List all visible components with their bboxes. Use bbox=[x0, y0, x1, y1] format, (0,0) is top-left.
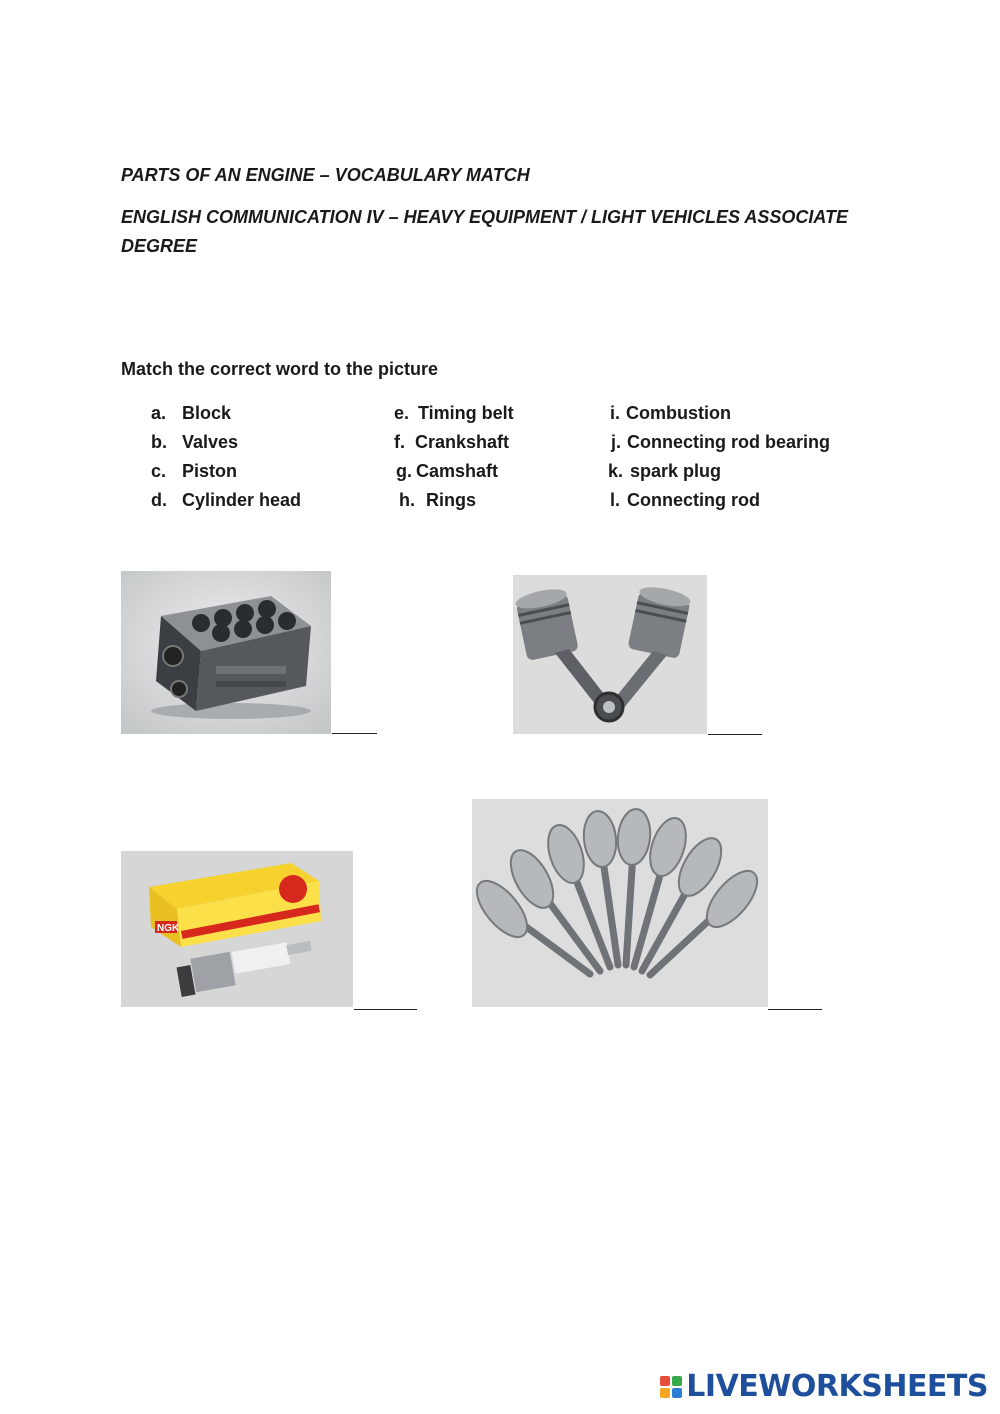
logo-square bbox=[672, 1388, 682, 1398]
liveworksheets-logo[interactable] bbox=[660, 1369, 988, 1404]
valves-image bbox=[472, 799, 768, 1007]
spark-plug-image bbox=[121, 851, 353, 1007]
answer-blank[interactable] bbox=[708, 734, 762, 735]
worksheet-title: PARTS OF AN ENGINE – VOCABULARY MATCH bbox=[121, 165, 530, 185]
word-letter: e. bbox=[394, 403, 410, 423]
valve-icon bbox=[472, 799, 768, 1007]
logo-square bbox=[672, 1376, 682, 1386]
word-term: Piston bbox=[182, 461, 238, 481]
word-term: spark plug bbox=[630, 461, 722, 481]
word-term: Connecting rod bearing bbox=[627, 432, 831, 452]
word-letter: b. bbox=[151, 432, 167, 452]
word-term: Crankshaft bbox=[415, 432, 510, 452]
word-term: Block bbox=[182, 403, 232, 423]
word-term: Cylinder head bbox=[182, 490, 302, 510]
word-letter: i. bbox=[610, 403, 621, 423]
logo-square bbox=[660, 1376, 670, 1386]
instruction-text: Match the correct word to the picture bbox=[121, 359, 439, 379]
answer-blank[interactable] bbox=[354, 1009, 417, 1010]
engine-block-icon bbox=[121, 571, 331, 734]
word-letter: f. bbox=[394, 432, 405, 452]
word-letter: k. bbox=[608, 461, 624, 481]
word-term: Connecting rod bbox=[627, 490, 760, 510]
word-term: Rings bbox=[426, 490, 477, 510]
answer-blank[interactable] bbox=[332, 733, 377, 734]
word-term: Timing belt bbox=[418, 403, 514, 423]
engine-block-image bbox=[121, 571, 331, 734]
logo-square bbox=[660, 1388, 670, 1398]
logo-mark-icon bbox=[660, 1376, 682, 1398]
word-letter: j. bbox=[611, 432, 622, 452]
pistons-connecting-rods-image bbox=[513, 575, 707, 734]
word-term: Valves bbox=[182, 432, 239, 452]
word-letter: g. bbox=[396, 461, 412, 481]
word-letter: l. bbox=[610, 490, 621, 510]
word-letter: a. bbox=[151, 403, 167, 423]
word-term: Combustion bbox=[626, 403, 731, 423]
piston-icon bbox=[513, 575, 707, 734]
brand-label: NGK bbox=[157, 923, 180, 934]
worksheet-subtitle: ENGLISH COMMUNICATION IV – HEAVY EQUIPMENT / LIGHT VEHICLES ASSOCIATE DEGREE bbox=[121, 207, 849, 256]
word-letter: d. bbox=[151, 490, 167, 510]
logo-text: LIVEWORKSHEETS bbox=[686, 1369, 988, 1404]
word-letter: h. bbox=[399, 490, 415, 510]
word-letter: c. bbox=[151, 461, 167, 481]
word-term: Camshaft bbox=[416, 461, 499, 481]
answer-blank[interactable] bbox=[768, 1009, 822, 1010]
